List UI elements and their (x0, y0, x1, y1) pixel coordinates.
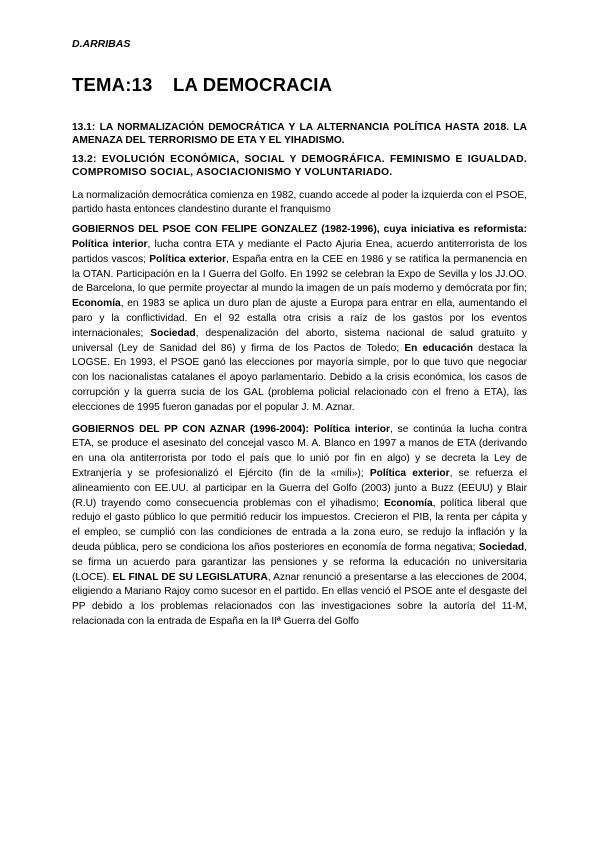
page-title (72, 74, 332, 96)
psoe-educacion-label: En educación (404, 342, 473, 354)
pp-politica-exterior-label: Política exterior (369, 467, 450, 479)
title-number: TEMA:13 (72, 74, 153, 95)
pp-politica-exterior-text: , se refuerza el alineamiento con EE.UU. al participar en la Guerra del Golfo (2003) junto a Buzz (EEUU) y Blair (R.U) trayendo como consecuencia problemas con el yihadismo; (72, 467, 527, 509)
psoe-politica-interior-label: Política interior (72, 239, 148, 251)
pp-politica-interior-label: Política interior (313, 423, 390, 435)
psoe-sociedad-text: , despenalización del aborto, sistema nacional de salud gratuito y universal (Ley de Sanidad del 86) y firma de los Pactos de Toledo; (72, 327, 527, 354)
psoe-politica-interior-text: , lucha contra ETA y mediante el Pacto Ajuria Enea, acuerdo antiterrorista de los partidos vascos; (72, 239, 527, 265)
pp-economia-label: Economía (383, 497, 433, 509)
subheading-13-1: 13.1: LA NORMALIZACIÓN DEMOCRÁTICA Y LA ALTERNANCIA POLÍTICA HASTA 2018. LA AMENAZA DEL TERRORISMO DE ETA Y EL YIHADISMO. (72, 122, 527, 147)
pp-politica-interior-text: , se continúa la lucha contra ETA, se produce el asesinato del concejal vasco M. A. Blanco en 1997 a manos de ETA (derivando en una ola antiterrorista por todo el país que lo unió por fin en algo) y se decreta la Ley de Extranjería y se profesionalizó el Ejército (fin de la «mili»); (72, 423, 527, 479)
psoe-paragraph (72, 223, 527, 415)
psoe-sociedad-label: Sociedad (150, 327, 196, 339)
pp-sociedad-text: , se firma un acuerdo para garantizar las pensiones y se reforma la educación no universitaria (LOCE). (72, 541, 527, 583)
pp-economia-text: , política liberal que redujo el gasto público lo que permitió reducir los impuestos. Crecieron el PIB, la renta per cápita y el empleo, se cumplió con las condiciones de entrada a la zona euro, se redujo la inflación y la deuda pública, pero se condiciona los años posteriores en economía de forma negativa; (72, 497, 527, 553)
document-body (72, 121, 527, 630)
pp-final-legislatura-label: EL FINAL DE SU LEGISLATURA (112, 571, 268, 583)
psoe-economia-text: , en 1983 se aplica un duro plan de ajuste a Europa para entrar en ella, aumentando el paro y la conflictividad. En el 92 estalla otra crisis a raíz de los gastos por los eventos internacionales; (72, 298, 527, 339)
intro-paragraph: La normalización democrática comienza en 1982, cuando accede al poder la izquierda con el PSOE, partido hasta entonces clandestino durante el franquismo (72, 189, 527, 216)
psoe-educacion-text: destaca la LOGSE. En 1993, el PSOE ganó las elecciones por mayoría simple, por lo que tuvo que negociar con los nacionalistas catalanes el apoyo parlamentario. Debido a la crisis económica, los casos de corrupción y la guerra sucia de los GAL (problema policial relacionado con el freno a ETA), las elecciones de 1995 fueron ganadas por el popular J. M. Aznar. (72, 342, 527, 413)
pp-heading: GOBIERNOS DEL PP CON AZNAR (1996-2004): (72, 423, 309, 435)
subheading-13-2: 13.2: EVOLUCIÓN ECONÓMICA, SOCIAL Y DEMOGRÁFICA. FEMINISMO E IGUALDAD. COMPROMISO SOCIAL, ASOCIACIONISMO Y VOLUNTARIADO. (72, 153, 527, 179)
psoe-politica-exterior-text: , España entra en la CEE en 1986 y se ratifica la permanencia en la OTAN. Participación en la I Guerra del Golfo. En 1992 se celebran la Expo de Sevilla y los JJ.OO. de Barcelona, lo que permite proyectar al mundo la imagen de un país moderno y demócrata por fin; (72, 253, 527, 295)
psoe-heading: GOBIERNOS DEL PSOE CON FELIPE GONZALEZ (1982-1996), cuya iniciativa es reformista: (72, 224, 527, 236)
pp-final-legislatura-text: , Aznar renunció a presentarse a las elecciones de 2004, eligiendo a Mariano Rajoy como sucesor en el partido. En ellas venció el PSOE ante el desgaste del PP debido a los problemas relacionados con las investigaciones sobre la autoría del 11-M, relacionada con la entrada de España en la IIª Guerra del Golfo (72, 571, 527, 627)
author-name: D.ARRIBAS (72, 38, 131, 50)
pp-paragraph (72, 423, 527, 630)
pp-sociedad-label: Sociedad (478, 541, 525, 553)
psoe-politica-exterior-label: Política exterior (149, 253, 227, 265)
psoe-economia-label: Economía (72, 298, 121, 310)
title-text: LA DEMOCRACIA (173, 74, 333, 95)
